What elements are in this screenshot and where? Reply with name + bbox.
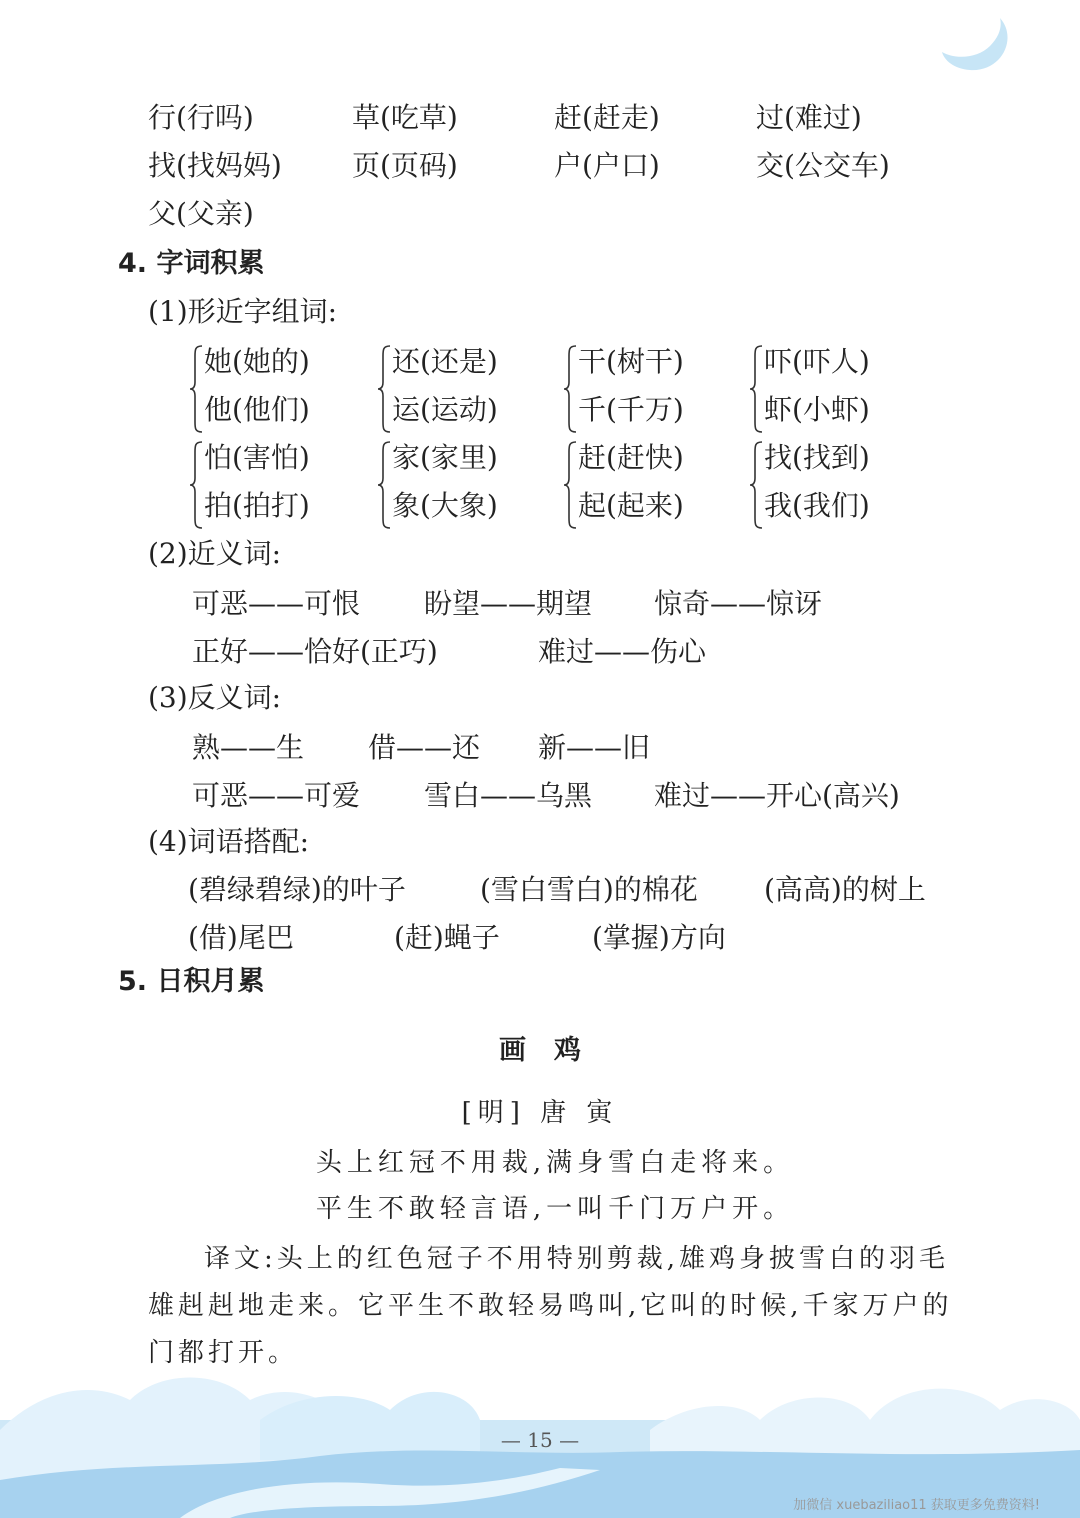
synonym-pair: 可恶——可恨: [192, 587, 361, 620]
pair-word: 虾(小虾): [764, 393, 870, 426]
word-entry: 父(父亲): [148, 197, 254, 230]
watermark: 加微信 xuebaziliao11 获取更多免费资料!: [793, 1498, 1040, 1513]
antonym-pair: 难过——开心(高兴): [654, 779, 900, 812]
pair-word: 干(树干): [578, 345, 684, 378]
page-number: — 15 —: [500, 1428, 580, 1452]
word-entry: 草(吃草): [352, 101, 458, 134]
brace-icon: [750, 440, 764, 530]
poem-line: 平生不敢轻言语,一叫千门万户开。: [315, 1194, 795, 1224]
collocation: (赶)蝇子: [394, 921, 500, 954]
brace-icon: [378, 344, 392, 434]
brace-icon: [378, 440, 392, 530]
pair-word: 怕(害怕): [204, 441, 310, 474]
brace-icon: [190, 440, 204, 530]
subheading-collocations: (4)词语搭配:: [148, 825, 310, 858]
pair-word: 拍(拍打): [204, 489, 310, 522]
pair-word: 赶(赶快): [578, 441, 684, 474]
pair-word: 家(家里): [392, 441, 498, 474]
antonym-pair: 新——旧: [538, 731, 651, 764]
collocation: (雪白雪白)的棉花: [480, 873, 698, 906]
word-entry: 过(难过): [756, 101, 862, 134]
section-heading-4: 4. 字词积累: [118, 248, 265, 279]
moon-decoration: [940, 14, 1016, 74]
pair-word: 象(大象): [392, 489, 498, 522]
poem-author: [明] 唐 寅: [461, 1098, 619, 1128]
synonym-pair: 难过——伤心: [538, 635, 707, 668]
pair-word: 还(还是): [392, 345, 498, 378]
pair-word: 起(起来): [578, 489, 684, 522]
poem-translation: 译文:头上的红色冠子不用特别剪裁,雄鸡身披雪白的羽毛雄赳赳地走来。它平生不敢轻易鸣叫,它叫的时候,千家万户的门都打开。: [148, 1244, 953, 1368]
section-heading-5: 5. 日积月累: [118, 966, 265, 997]
antonym-pair: 借——还: [368, 731, 481, 764]
pair-word: 我(我们): [764, 489, 870, 522]
brace-icon: [190, 344, 204, 434]
brace-icon: [564, 440, 578, 530]
antonym-pair: 雪白——乌黑: [424, 779, 593, 812]
synonym-pair: 盼望——期望: [424, 587, 593, 620]
pair-word: 运(运动): [392, 393, 498, 426]
synonym-pair: 惊奇——惊讶: [654, 587, 823, 620]
brace-icon: [564, 344, 578, 434]
word-entry: 户(户口): [554, 149, 660, 182]
word-entry: 行(行吗): [148, 101, 254, 134]
pair-word: 千(千万): [578, 393, 684, 426]
word-entry: 页(页码): [352, 149, 458, 182]
collocation: (借)尾巴: [188, 921, 294, 954]
word-entry: 赶(赶走): [554, 101, 660, 134]
brace-icon: [750, 344, 764, 434]
collocation: (碧绿碧绿)的叶子: [188, 873, 406, 906]
antonym-pair: 可恶——可爱: [192, 779, 361, 812]
subheading-antonyms: (3)反义词:: [148, 681, 282, 714]
word-entry: 交(公交车): [756, 149, 890, 182]
subheading-synonyms: (2)近义词:: [148, 537, 282, 570]
poem-title: 画鸡: [499, 1035, 609, 1066]
collocation: (掌握)方向: [592, 921, 726, 954]
pair-word: 她(她的): [204, 345, 310, 378]
pair-word: 吓(吓人): [764, 345, 870, 378]
pair-word: 找(找到): [764, 441, 870, 474]
collocation: (高高)的树上: [764, 873, 926, 906]
antonym-pair: 熟——生: [192, 731, 305, 764]
synonym-pair: 正好——恰好(正巧): [192, 635, 438, 668]
poem-line: 头上红冠不用裁,满身雪白走将来。: [315, 1148, 795, 1178]
subheading-similar-chars: (1)形近字组词:: [148, 295, 338, 328]
pair-word: 他(他们): [204, 393, 310, 426]
word-entry: 找(找妈妈): [148, 149, 282, 182]
